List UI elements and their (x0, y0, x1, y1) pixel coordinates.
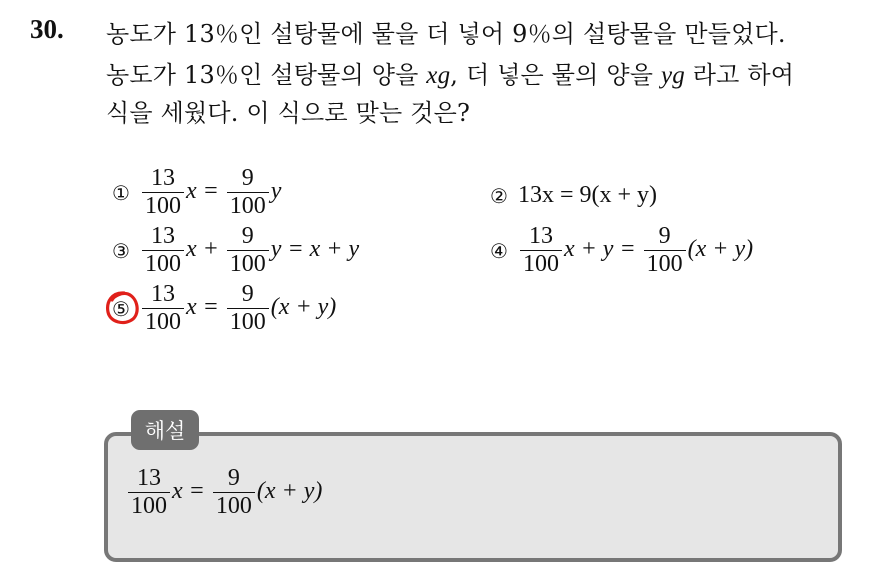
choice-1-number: ① (112, 180, 130, 205)
choice-3-formula: $\frac{13}{100}$ x + $\frac{9}{100}$ y = x + y (140, 224, 359, 277)
fraction: $\frac{9}{100}$ (644, 224, 686, 277)
fraction: $\frac{13}{100}$ (520, 224, 562, 277)
choice-2-number: ② (490, 183, 508, 208)
fraction: $\frac{9}{100}$ (227, 224, 269, 277)
question-line-2 (106, 55, 794, 90)
var-xg: xg (426, 62, 451, 89)
choice-5-formula: $\frac{13}{100}$ x = $\frac{9}{100}$ (x + y) (140, 282, 336, 335)
question-line-3: 식을 세웠다. 이 식으로 맞는 것은? (106, 99, 471, 127)
choice-5[interactable] (112, 282, 336, 335)
choice-2[interactable] (490, 182, 657, 209)
var-yg: yg (660, 62, 685, 89)
fraction: $\frac{13}{100}$ (128, 466, 170, 519)
choice-4-number: ④ (490, 238, 508, 263)
solution-label: 해설 (131, 410, 199, 450)
question-line-2-part-a: 농도가 13％인 설탕물의 양을 (106, 61, 427, 89)
choice-4-formula: $\frac{13}{100}$ x + y = $\frac{9}{100}$ (x + y) (518, 224, 753, 277)
solution-formula: $\frac{13}{100}$ x = $\frac{9}{100}$ (x + y) (126, 466, 322, 519)
red-circle-mark-icon (102, 288, 142, 328)
question-line-1: 농도가 13％인 설탕물에 물을 더 넣어 9％의 설탕물을 만들었다. (106, 20, 786, 48)
fraction: $\frac{9}{100}$ (213, 466, 255, 519)
fraction: $\frac{9}{100}$ (227, 166, 269, 219)
fraction: $\frac{9}{100}$ (227, 282, 269, 335)
question-number: 30. (30, 14, 64, 44)
choice-3[interactable] (112, 224, 359, 277)
choice-1[interactable] (112, 166, 281, 219)
choice-4[interactable] (490, 224, 753, 277)
question-line-2-part-b: , 더 넣은 물의 양을 (450, 61, 661, 89)
choice-5-number: ⑤ (112, 297, 130, 321)
fraction: $\frac{13}{100}$ (142, 224, 184, 277)
choice-1-formula: $\frac{13}{100}$ x = $\frac{9}{100}$ y (140, 166, 282, 219)
choice-3-number: ③ (112, 238, 130, 263)
question-line-2-part-c: 라고 하여 (684, 61, 795, 89)
fraction: $\frac{13}{100}$ (142, 282, 184, 335)
choice-2-formula: 13x = 9(x + y) (517, 182, 657, 208)
fraction: $\frac{13}{100}$ (142, 166, 184, 219)
